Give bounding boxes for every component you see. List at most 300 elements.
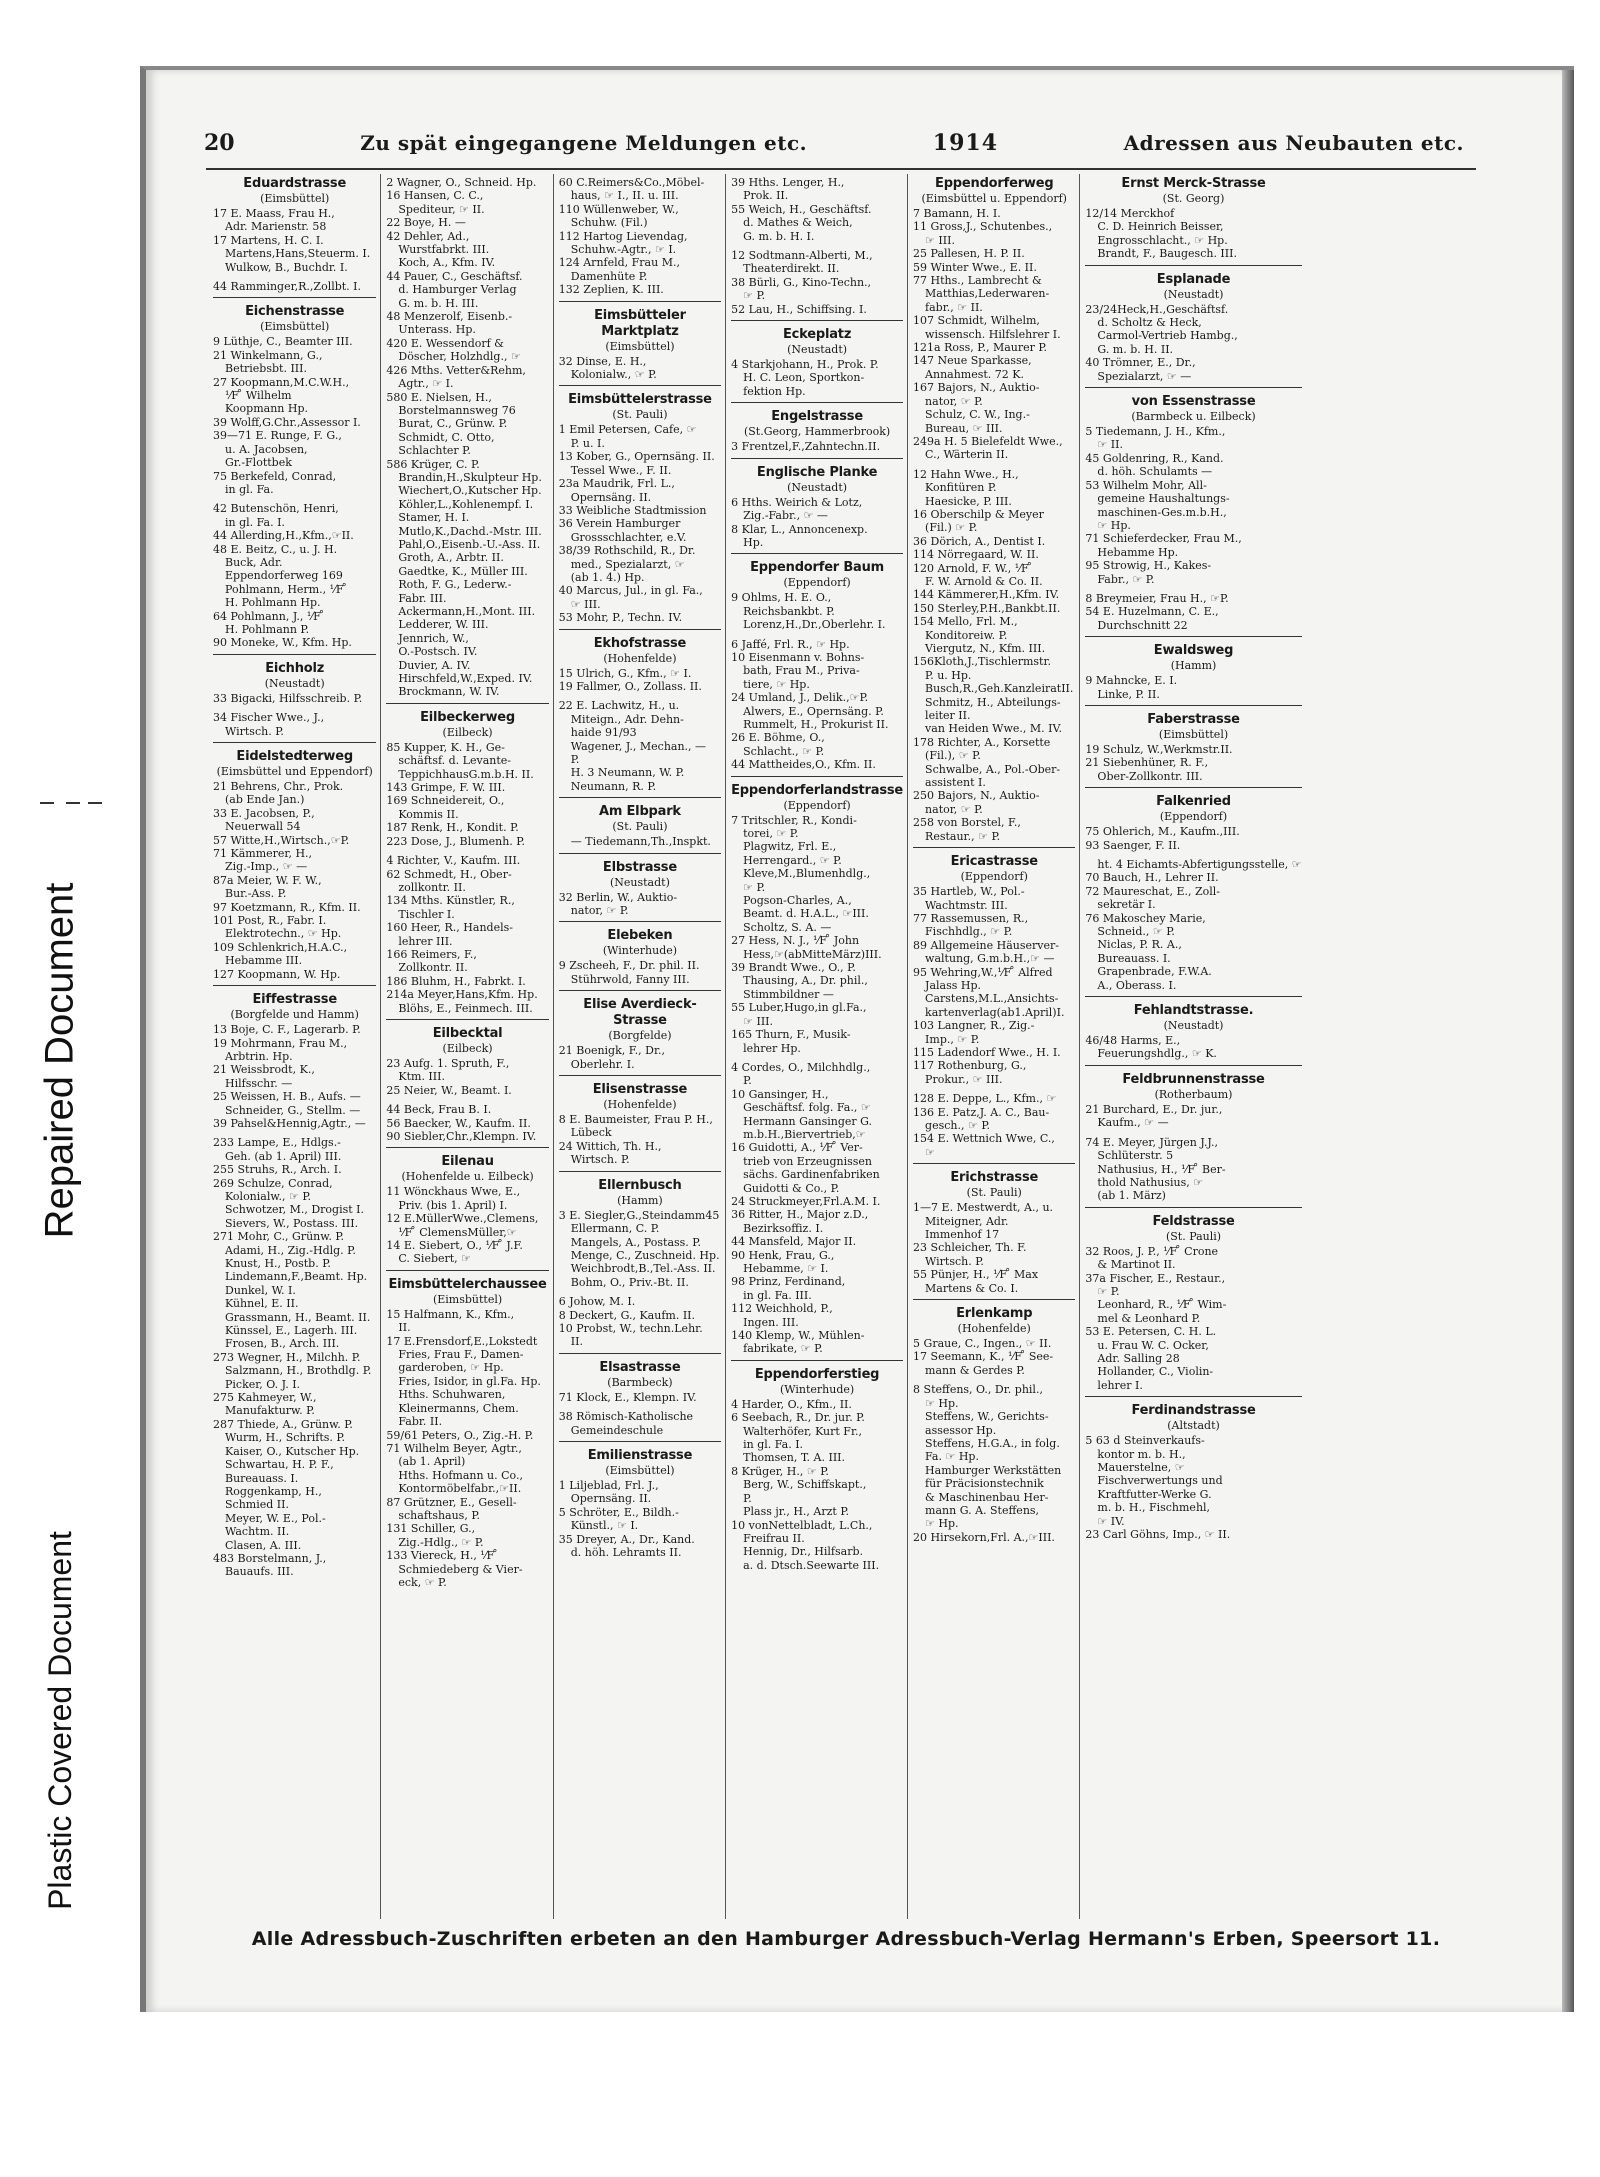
directory-entry: Carstens,M.L.,Ansichts-	[925, 992, 1059, 1006]
plastic-covered-document-label: Plastic Covered Document	[41, 1530, 78, 1910]
directory-entry: 4 Harder, O., Kfm., II.	[731, 1397, 852, 1411]
street-section	[731, 327, 903, 398]
directory-entry: Pogson-Charles, A.,	[743, 894, 852, 908]
directory-entry: 5 63 d Steinverkaufs-	[1085, 1434, 1205, 1448]
directory-entry: 19 Schulz, W.,Werkmstr.II.	[1085, 742, 1233, 756]
header-right-title: Adressen aus Neubauten etc.	[1123, 131, 1464, 155]
directory-entry: d. Scholtz & Heck,	[1097, 316, 1202, 330]
directory-entry: Schmiedeberg & Vier-	[398, 1562, 523, 1576]
district-name: (St. Pauli)	[966, 1186, 1022, 1200]
directory-entry: mann G. A. Steffens,	[925, 1503, 1040, 1517]
directory-entry: ☞ III.	[743, 1014, 774, 1028]
directory-entry: Fabr. II.	[398, 1415, 443, 1429]
section-rule	[559, 385, 721, 386]
street-section	[731, 465, 903, 550]
directory-entry: Herrengard., ☞ P.	[743, 853, 842, 867]
directory-entry: sekretär I.	[1097, 898, 1156, 912]
section-rule	[559, 1075, 721, 1076]
directory-entry: 72 Maureschat, E., Zoll-	[1085, 884, 1220, 898]
directory-entry: 586 Krüger, C. P.	[386, 457, 480, 471]
directory-entry: P.	[743, 1074, 752, 1088]
directory-entry: Kraftfutter-Werke G.	[1097, 1487, 1212, 1501]
directory-entry: Schwartau, H. P. F.,	[225, 1458, 334, 1472]
directory-entry: wissensch. Hilfslehrer I.	[925, 327, 1061, 341]
directory-entry: 45 Goldenring, R., Kand.	[1085, 451, 1224, 465]
directory-entry: 8 Krüger, H., ☞ P.	[731, 1464, 829, 1478]
street-section	[1085, 1403, 1301, 1541]
directory-entry: Bureauass. I.	[225, 1471, 299, 1485]
directory-entry: Rummelt, H., Prokurist II.	[743, 717, 889, 731]
directory-entry: 53 Mohr, P., Techn. IV.	[558, 611, 683, 625]
directory-entry: (ab Ende Jan.)	[225, 793, 305, 807]
directory-entry: 90 Moneke, W., Kfm. Hp.	[213, 636, 352, 650]
directory-entry: 16 Guidotti, A., ⅟F ̊ Ver-	[731, 1141, 863, 1155]
directory-entry: Opernsäng. II.	[570, 1492, 652, 1506]
section-rule	[731, 320, 903, 321]
directory-entry: 2 Wagner, O., Schneid. Hp.	[386, 176, 537, 189]
directory-entry: Walterhöfer, Kurt Fr.,	[743, 1424, 862, 1438]
section-rule	[386, 703, 548, 704]
district-name: (St. Pauli)	[1165, 1229, 1222, 1243]
directory-entry: 87a Meier, W. F. W.,	[213, 873, 322, 887]
directory-entry: 124 Arnfeld, Frau M.,	[558, 256, 680, 270]
directory-entry: P. u. I.	[570, 436, 605, 450]
directory-entry: Bezirksoffiz. I.	[743, 1221, 824, 1235]
street-section	[1085, 643, 1301, 701]
street-name: Eiffestrasse	[252, 992, 337, 1008]
directory-entry: 23 Aufg. 1. Spruth, F.,	[386, 1056, 510, 1070]
directory-entry: H. C. Leon, Sportkon-	[743, 371, 865, 385]
directory-entry: Hess,☞(abMitteMärz)III.	[743, 947, 882, 961]
directory-entry: 85 Kupper, K. H., Ge-	[386, 740, 505, 754]
directory-entry: Fa. ☞ Hp.	[925, 1450, 979, 1464]
directory-entry: Hennig, Dr., Hilfsarb.	[743, 1545, 864, 1559]
directory-entry: 8 Klar, L., Annoncenexp.	[731, 522, 868, 536]
directory-entry: 23a Maudrik, Frl. L.,	[558, 477, 675, 491]
street-name: Eppendorfer Baum	[750, 560, 885, 576]
directory-entry: m. b. H., Fischmehl,	[1097, 1501, 1211, 1515]
section-rule	[1085, 787, 1301, 788]
directory-entry: 77 Rassemussen, R.,	[913, 911, 1029, 925]
header-left-title: Zu spät eingegangene Meldungen etc.	[360, 131, 808, 155]
directory-entry: 10 Eisenmann v. Bohns-	[731, 650, 865, 664]
directory-entry: Gemeindeschule	[570, 1423, 664, 1437]
district-name: (Eppendorf)	[960, 870, 1028, 884]
directory-entry: 36 Verein Hamburger	[558, 517, 681, 531]
directory-entry: Scholtz, S. A. —	[743, 920, 832, 934]
directory-entry: 5 Schröter, E., Bildh.-	[558, 1505, 679, 1519]
street-section	[559, 1178, 721, 1349]
directory-entry: 186 Bluhm, H., Fabrkt. I.	[386, 974, 526, 988]
directory-entry: 38/39 Rothschild, R., Dr.	[558, 544, 696, 558]
directory-entry: nator, ☞ P.	[925, 394, 983, 408]
directory-entry: 12 Sodtmann-Alberti, M.,	[731, 249, 873, 263]
district-name: (Winterhude)	[779, 1382, 855, 1396]
directory-entry: Prok. II.	[743, 189, 789, 203]
directory-entry: — Tiedemann,Th.,Inspkt.	[570, 835, 711, 849]
street-name: Erichstrasse	[950, 1170, 1039, 1186]
district-name: (Eimsbüttel u. Eppendorf)	[921, 192, 1067, 205]
directory-entry: Miteigner, Adr.	[925, 1214, 1009, 1228]
directory-entry: Hermann Gansinger G.	[743, 1114, 873, 1128]
street-name: Falkenried	[1156, 794, 1231, 810]
section-rule	[386, 1270, 548, 1271]
directory-entry: 120 Arnold, F. W., ⅟F ̊	[913, 561, 1033, 575]
directory-entry: 134 Mths. Künstler, R.,	[386, 894, 515, 908]
directory-entry: ☞ IV.	[1097, 1514, 1125, 1528]
directory-entry: 110 Wüllenweber, W.,	[558, 202, 679, 216]
directory-entry: Groth, A., Arbtr. II.	[398, 551, 504, 565]
directory-entry: 1 Liljeblad, Frl. J.,	[558, 1478, 659, 1492]
directory-entry: P. u. Hp.	[925, 668, 972, 682]
directory-entry: 5 Tiedemann, J. H., Kfm.,	[1085, 425, 1226, 439]
street-name: Eimsbüttelerstrasse	[568, 392, 712, 408]
district-name: (Neustadt)	[264, 676, 325, 690]
directory-entry: Hirschfeld,W.,Exped. IV.	[398, 672, 533, 686]
directory-entry: 36 Ritter, H., Major z.D.,	[731, 1208, 869, 1222]
street-section	[559, 804, 721, 848]
street-section	[213, 992, 376, 1579]
directory-entry: 13 Kober, G., Opernsäng. II.	[558, 450, 715, 464]
directory-entry: lehrer Hp.	[743, 1041, 801, 1055]
directory-entry: waltung, G.m.b.H.,☞ —	[925, 952, 1055, 966]
directory-entry: Oberlehr. I.	[570, 1057, 635, 1071]
directory-entry: 214a Meyer,Hans,Kfm. Hp.	[386, 988, 538, 1002]
directory-entry: a. d. Dtsch.Seewarte III.	[743, 1558, 880, 1572]
directory-entry: Fischverwertungs und	[1097, 1474, 1223, 1488]
directory-entry: Knust, H., Postb. P.	[225, 1257, 331, 1270]
directory-entry: Mutlo,K.,Dachd.-Mstr. III.	[398, 524, 542, 538]
directory-entry: assistent I.	[925, 776, 986, 790]
directory-entry: Geh. (ab 1. April) III.	[225, 1149, 342, 1163]
directory-entry: Immenhof 17	[925, 1228, 1000, 1242]
street-section	[1085, 1072, 1301, 1203]
district-name: (St. Pauli)	[612, 408, 668, 422]
street-section	[913, 1306, 1075, 1544]
directory-entry: 71 Wilhelm Beyer, Agtr.,	[386, 1441, 522, 1455]
directory-entry: A., Oberass. I.	[1097, 978, 1177, 992]
street-section	[213, 176, 376, 293]
directory-entry: Arbtrin. Hp.	[225, 1049, 293, 1063]
directory-entry: 101 Post, R., Fabr. I.	[213, 914, 327, 928]
directory-entry: 23 Carl Göhns, Imp., ☞ II.	[1085, 1528, 1231, 1542]
directory-entry: Stimmbildner —	[743, 987, 834, 1001]
directory-entry: 483 Borstelmann, J.,	[213, 1551, 327, 1565]
directory-entry: 13 Boje, C. F., Lagerarb. P.	[213, 1023, 361, 1037]
directory-entry: Agtr., ☞ I.	[398, 377, 454, 391]
directory-entry: 160 Heer, R., Handels-	[386, 921, 513, 935]
directory-entry: (ab 1. März)	[1097, 1189, 1166, 1203]
directory-entry: leiter II.	[925, 709, 971, 723]
directory-columns	[208, 174, 1478, 1919]
directory-entry: Pahl,O.,Eisenb.-U.-Ass. II.	[398, 537, 541, 551]
directory-entry: 37a Fischer, E., Restaur.,	[1085, 1271, 1226, 1285]
directory-entry: Schlachter P.	[398, 444, 471, 458]
directory-entry: Wiechert,O.,Kutscher Hp.	[398, 484, 542, 498]
directory-entry: 117 Rothenburg, G.,	[913, 1059, 1027, 1073]
directory-entry: Lorenz,H.,Dr.,Oberlehr. I.	[743, 618, 886, 632]
section-rule	[731, 776, 903, 777]
directory-entry: 178 Richter, A., Korsette	[913, 735, 1051, 749]
district-name: (Borgfelde)	[608, 1029, 672, 1043]
directory-entry: Schlacht., ☞ P.	[743, 744, 825, 758]
directory-entry: 89 Allgemeine Häuserver-	[913, 938, 1059, 952]
directory-entry: 48 E. Beitz, C., u. J. H.	[213, 542, 338, 556]
directory-entry: 109 Schlenkrich,H.A.C.,	[213, 940, 348, 954]
section-rule	[213, 297, 376, 298]
directory-entry: 57 Witte,H.,Wirtsch.,☞P.	[213, 833, 350, 847]
street-section	[559, 928, 721, 986]
directory-entry: G. m. b. H. III.	[398, 296, 479, 310]
directory-entry: Stamer, H. I.	[398, 511, 470, 525]
directory-entry: 34 Fischer Wwe., J.,	[213, 711, 325, 725]
directory-entry: Ackermann,H.,Mont. III.	[398, 605, 536, 618]
directory-entry: Priv. (bis 1. April) I.	[398, 1198, 508, 1212]
directory-entry: 6 Seebach, R., Dr. jur. P.	[731, 1411, 865, 1425]
directory-entry: 55 Weich, H., Geschäftsf.	[731, 202, 872, 216]
directory-entry: 3 Frentzel,F.,Zahntechn.II.	[731, 440, 881, 454]
directory-entry: mel & Leonhard P.	[1097, 1311, 1201, 1325]
district-name: (Borgfelde und Hamm)	[230, 1008, 359, 1022]
street-name: Eichenstrasse	[245, 304, 345, 320]
directory-entry: ☞ II.	[1097, 438, 1123, 452]
street-section	[913, 854, 1075, 1159]
directory-column	[553, 174, 725, 1919]
directory-entry: 52 Lau, H., Schiffsing. I.	[731, 302, 867, 316]
section-rule	[731, 402, 903, 403]
directory-entry: 127 Koopmann, W. Hp.	[213, 967, 341, 981]
directory-entry: Wulkow, B., Buchdr. I.	[225, 260, 348, 274]
directory-entry: Hths. Hofmann u. Co.,	[398, 1468, 523, 1482]
directory-entry: Döscher, Holzhdlg., ☞	[398, 350, 521, 364]
directory-entry: Schulz, C. W., Ing.-	[925, 408, 1030, 422]
directory-entry: TeppichhausG.m.b.H. II.	[398, 767, 534, 781]
directory-entry: 6 Jaffé, Frl. R., ☞ Hp.	[731, 637, 850, 651]
section-rule	[1085, 705, 1301, 706]
directory-entry: Burat, C., Grünw. P.	[398, 417, 508, 431]
directory-entry: 97 Koetzmann, R., Kfm. II.	[213, 900, 361, 914]
directory-entry: ☞ P.	[743, 289, 766, 303]
directory-entry: fektion Hp.	[743, 384, 806, 398]
street-name: Ekhofstrasse	[593, 635, 687, 651]
street-section	[559, 1082, 721, 1167]
directory-entry: 223 Dose, J., Blumenh. P.	[386, 834, 525, 848]
street-name: Elebeken	[607, 928, 673, 944]
district-name: (Neustadt)	[787, 480, 848, 494]
directory-entry: 17 Martens, H. C. I.	[213, 233, 324, 247]
directory-entry: 20 Hirsekorn,Frl. A.,☞III.	[913, 1530, 1055, 1544]
directory-entry: 90 Henk, Frau, G.,	[731, 1248, 835, 1262]
street-name: Elsastrasse	[599, 1359, 681, 1375]
directory-entry: Elektrotechn., ☞ Hp.	[225, 927, 342, 941]
directory-entry: ☞ Hp.	[925, 1396, 959, 1410]
directory-entry: 35 Hartleb, W., Pol.-	[913, 885, 1025, 899]
directory-entry: schäftsf. d. Levante-	[398, 754, 511, 768]
directory-entry: 12 E.MüllerWwe.,Clemens,	[386, 1212, 539, 1226]
district-name: (Eimsbüttel)	[1158, 727, 1229, 741]
street-name: Elise Averdieck-Strasse	[583, 997, 697, 1029]
street-section	[559, 1448, 721, 1559]
street-name: Engelstrasse	[771, 409, 863, 425]
directory-entry: lehrer I.	[1097, 1378, 1143, 1392]
directory-entry: 36 Dörich, A., Dentist I.	[913, 534, 1046, 548]
section-rule	[213, 985, 376, 986]
directory-entry: 580 E. Nielsen, H.,	[386, 390, 492, 404]
directory-entry: Duvier, A. IV.	[398, 658, 471, 672]
directory-entry: Schuhw.-Agtr., ☞ I.	[570, 243, 677, 257]
header-year: 1914	[932, 130, 998, 156]
directory-entry: Nathusius, H., ⅟F ̊ Ber-	[1097, 1162, 1226, 1176]
directory-entry: Carmol-Vertrieb Hambg.,	[1097, 329, 1238, 343]
directory-entry: nator, ☞ P.	[570, 904, 629, 918]
directory-entry: Betriebsbt. III.	[225, 362, 307, 376]
directory-entry: (ab 1. 4.) Hp.	[570, 570, 645, 584]
directory-entry: Konfitüren P.	[925, 481, 997, 495]
district-name: (St. Georg)	[1162, 192, 1225, 205]
directory-entry: 133 Viereck, H., ⅟F ̊	[386, 1549, 498, 1563]
district-name: (Eimsbüttel und Eppendorf)	[216, 765, 373, 778]
directory-entry: 24 Struckmeyer,Frl.A.M. I.	[731, 1194, 881, 1208]
directory-entry: 4 Cordes, O., Milchhdlg.,	[731, 1060, 871, 1074]
margin-tick-marks	[40, 802, 100, 806]
directory-entry: 103 Langner, R., Zig.-	[913, 1019, 1035, 1033]
directory-entry: Hebamme Hp.	[1097, 545, 1179, 559]
directory-entry: Schmidt, C. Otto,	[398, 430, 495, 444]
directory-entry: eck, ☞ P.	[398, 1575, 447, 1589]
directory-entry: 40 Marcus, Jul., in gl. Fa.,	[558, 584, 703, 598]
district-name: (Eilbeck)	[442, 725, 493, 739]
directory-entry: Imp., ☞ P.	[925, 1032, 980, 1046]
directory-entry: 19 Fallmer, O., Zollass. II.	[558, 679, 702, 693]
directory-entry: Roth, F. G., Lederw.-	[398, 578, 512, 592]
directory-entry: Fries, Isidor, in gl.Fa. Hp.	[398, 1374, 541, 1388]
street-name: Am Elbpark	[598, 804, 681, 820]
street-section	[386, 1026, 548, 1143]
directory-entry: Fabr., ☞ P.	[1097, 572, 1155, 586]
directory-entry: Spezialarzt, ☞ —	[1097, 369, 1192, 383]
district-name: (Rotherbaum)	[1154, 1087, 1233, 1101]
directory-entry: 4 Starkjohann, H., Prok. P.	[731, 358, 879, 372]
directory-entry: garderoben, ☞ Hp.	[398, 1361, 504, 1375]
section-rule	[1085, 1396, 1301, 1397]
directory-entry: Kleve,M.,Blumenhdlg.,	[743, 867, 871, 881]
directory-entry: Leonhard, R., ⅟F ̊ Wim-	[1097, 1298, 1227, 1312]
directory-entry: Martens,Hans,Steuerm. I.	[225, 247, 371, 261]
directory-entry: 114 Nörregaard, W. II.	[913, 548, 1039, 562]
directory-entry: kartenverlag(ab1.April)I.	[925, 1005, 1065, 1019]
district-name: (Eimsbüttel)	[260, 192, 330, 205]
directory-entry: fabrikate, ☞ P.	[743, 1342, 823, 1356]
directory-entry: 275 Kahmeyer, W.,	[213, 1391, 317, 1405]
directory-entry: Wirtsch. P.	[925, 1254, 984, 1268]
directory-entry: 75 Ohlerich, M., Kaufm.,III.	[1085, 825, 1240, 839]
page-number: 20	[204, 130, 235, 156]
directory-entry: Kontormöbelfabr.,☞II.	[398, 1482, 522, 1496]
directory-entry: 60 C.Reimers&Co.,Möbel-	[558, 176, 705, 189]
directory-entry: Jennrich, W.,	[398, 631, 469, 645]
directory-entry: nator, ☞ P.	[925, 802, 983, 816]
directory-entry: 1—7 E. Mestwerdt, A., u.	[913, 1201, 1054, 1215]
directory-entry: Grossschlachter, e.V.	[570, 530, 687, 544]
directory-entry: 44 Ramminger,R.,Zollbt. I.	[213, 280, 362, 294]
directory-entry: Kleinermanns, Chem.	[398, 1401, 519, 1415]
directory-entry: 8 Steffens, O., Dr. phil.,	[913, 1383, 1043, 1397]
directory-entry: 53 E. Petersen, C. H. L.	[1085, 1325, 1217, 1339]
directory-entry: 426 Mths. Vetter&Rehm,	[386, 363, 526, 377]
directory-entry: Thomsen, T. A. III.	[743, 1451, 846, 1465]
street-section	[1085, 794, 1301, 992]
directory-entry: Schwotzer, M., Drogist I.	[225, 1203, 365, 1217]
directory-entry: 169 Schneidereit, O.,	[386, 794, 505, 808]
street-section	[559, 308, 721, 382]
directory-entry: 14 E. Siebert, O., ⅟F ̊ J.F.	[386, 1239, 523, 1253]
directory-entry: d. Mathes & Weich,	[743, 216, 853, 230]
street-name: Eilenau	[441, 1154, 494, 1170]
directory-entry: 150 Sterley,P.H.,Bankbt.II.	[913, 601, 1061, 615]
directory-entry: tiere, ☞ Hp.	[743, 677, 810, 691]
directory-entry: Pohlmann, Herm., ⅟F ̊	[225, 582, 347, 596]
directory-entry: Borstelmannsweg 76	[398, 403, 516, 417]
street-name: Eidelstedterweg	[236, 749, 353, 764]
directory-entry: 10 vonNettelbladt, L.Ch.,	[731, 1518, 873, 1532]
directory-entry: Menge, C., Zuschneid. Hp.	[570, 1248, 720, 1262]
repaired-document-label: Repaired Document	[37, 882, 82, 1238]
directory-entry: Wirtsch. P.	[570, 1153, 630, 1167]
directory-entry: (Fil.) ☞ P.	[925, 521, 978, 535]
district-name: (Barmbeck)	[607, 1375, 673, 1389]
directory-entry: Koch, A., Kfm. IV.	[398, 256, 496, 270]
directory-entry: Lindemann,F.,Beamt. Hp.	[225, 1270, 368, 1284]
directory-entry: Bur.-Ass. P.	[225, 887, 287, 901]
section-rule	[913, 1163, 1075, 1164]
directory-entry: 10 Probst, W., techn.Lehr.	[558, 1321, 703, 1335]
directory-entry: Brandin,H.,Skulpteur Hp.	[398, 470, 542, 484]
directory-entry: 5 Graue, C., Ingen., ☞ II.	[913, 1337, 1052, 1351]
directory-entry: Schneider, G., Stellm. —	[225, 1103, 361, 1117]
directory-entry: C. D. Heinrich Beisser,	[1097, 220, 1224, 234]
directory-entry: 70 Bauch, H., Lehrer II.	[1085, 871, 1219, 885]
directory-entry: Zig.-Imp., ☞ —	[225, 860, 308, 874]
directory-entry: 71 Schieferdecker, Frau M.,	[1085, 532, 1242, 546]
directory-entry: Lübeck	[570, 1126, 612, 1140]
directory-entry: thold Nathusius, ☞	[1097, 1175, 1204, 1189]
directory-entry: 154 E. Wettnich Wwe, C.,	[913, 1132, 1055, 1146]
directory-entry: Weichbrodt,B.,Tel.-Ass. II.	[570, 1262, 716, 1276]
directory-entry: Guidotti & Co., P.	[743, 1181, 840, 1195]
directory-entry: (ab 1. April)	[398, 1455, 466, 1469]
directory-entry: 90 Siebler,Chr.,Klempn. IV.	[386, 1130, 537, 1143]
directory-entry: m.b.H.,Biervertrieb,☞	[743, 1127, 866, 1141]
directory-entry: Ktm. III.	[398, 1070, 445, 1084]
directory-entry: Freifrau II.	[743, 1531, 805, 1545]
directory-entry: 154 Mello, Frl. M.,	[913, 615, 1018, 629]
directory-entry: Zig.-Hdlg., ☞ P.	[398, 1535, 484, 1549]
district-name: (Neustadt)	[609, 875, 670, 889]
directory-entry: Beamt. d. H.A.L., ☞III.	[743, 907, 869, 921]
directory-entry: d. Hamburger Verlag	[398, 283, 517, 297]
directory-entry: Hilfsschr. —	[225, 1076, 293, 1090]
district-name: (St.Georg, Hammerbrook)	[743, 425, 891, 439]
directory-entry: Bauaufs. III.	[225, 1565, 294, 1579]
directory-entry: Bohm, O., Priv.-Bt. II.	[570, 1275, 689, 1289]
directory-entry: 107 Schmidt, Wilhelm,	[913, 314, 1040, 328]
directory-entry: 1 Emil Petersen, Cafe, ☞	[558, 423, 697, 437]
district-name: (Eimsbüttel)	[605, 1463, 675, 1477]
directory-entry: 10 Gansinger, H.,	[731, 1087, 829, 1101]
street-section	[913, 176, 1075, 843]
directory-entry: Schneid., ☞ P.	[1097, 925, 1175, 939]
directory-entry: 4 Richter, V., Kaufm. III.	[386, 854, 521, 868]
